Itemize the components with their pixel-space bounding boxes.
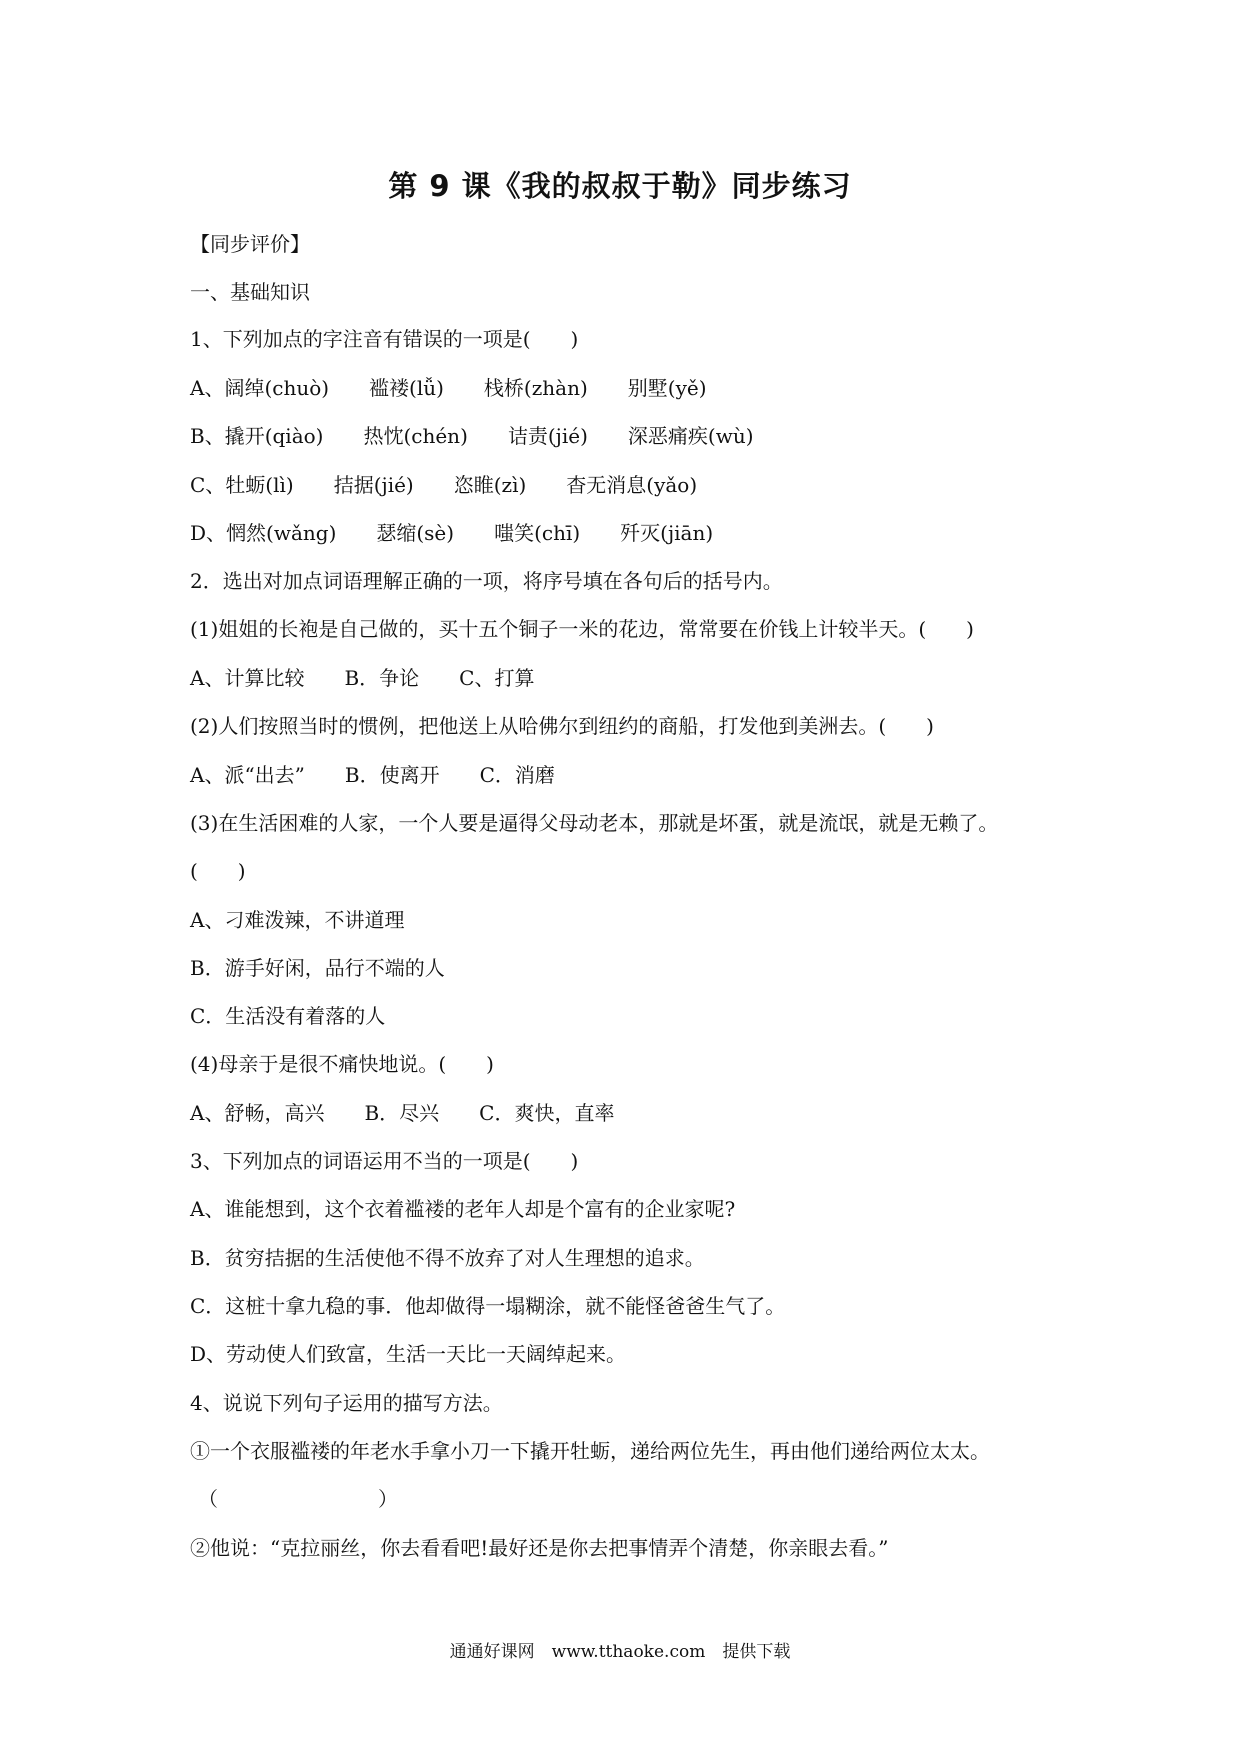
- question-4: 4、说说下列句子运用的描写方法。: [190, 1391, 503, 1415]
- option-3b: B．贫穷拮据的生活使他不得不放弃了对人生理想的追求。: [190, 1246, 705, 1270]
- part-heading: 一、基础知识: [190, 280, 310, 304]
- option-1d: D、惘然(wǎng) 瑟缩(sè) 嗤笑(chī) 歼灭(jiān): [190, 521, 714, 545]
- answer-blank-4-1: （ ）: [198, 1487, 398, 1511]
- question-3: 3、下列加点的词语运用不当的一项是( ): [190, 1149, 579, 1173]
- option-3a: A、谁能想到，这个衣着褴褛的老年人却是个富有的企业家呢?: [190, 1197, 736, 1221]
- options-2-1: A、计算比较 B．争论 C、打算: [190, 666, 535, 690]
- option-1a: A、阔绰(chuò) 褴褛(lǚ) 栈桥(zhàn) 别墅(yě): [190, 376, 707, 400]
- question-2-3: (3)在生活困难的人家，一个人要是逼得父母动老本，那就是坏蛋，就是流氓，就是无赖了。: [190, 811, 999, 835]
- question-2-2: (2)人们按照当时的惯例，把他送上从哈佛尔到纽约的商船，打发他到美洲去。( ): [190, 714, 934, 738]
- option-1c: C、牡蛎(lì) 拮据(jié) 恣睢(zì) 杳无消息(yǎo): [190, 473, 698, 497]
- section-heading: 【同步评价】: [190, 232, 310, 256]
- option-3c: C．这桩十拿九稳的事．他却做得一塌糊涂，就不能怪爸爸生气了。: [190, 1294, 786, 1318]
- answer-blank-2-3: ( ): [190, 859, 246, 883]
- question-1: 1、下列加点的字注音有错误的一项是( ): [190, 327, 579, 351]
- question-2-1: (1)姐姐的长袍是自己做的，买十五个铜子一米的花边，常常要在价钱上计较半天。( ): [190, 617, 974, 641]
- option-1b: B、撬开(qiào) 热忱(chén) 诘责(jié) 深恶痛疾(wù): [190, 424, 754, 448]
- option-2-3a: A、刁难泼辣，不讲道理: [190, 908, 405, 932]
- option-2-3c: C．生活没有着落的人: [190, 1004, 386, 1028]
- options-2-2: A、派“出去” B．使离开 C．消磨: [190, 763, 555, 787]
- question-4-2: ②他说：“克拉丽丝，你去看看吧!最好还是你去把事情弄个清楚，你亲眼去看。”: [190, 1536, 889, 1560]
- options-2-4: A、舒畅，高兴 B．尽兴 C．爽快，直率: [190, 1101, 615, 1125]
- option-3d: D、劳动使人们致富，生活一天比一天阔绰起来。: [190, 1342, 627, 1366]
- question-2-4: (4)母亲于是很不痛快地说。( ): [190, 1052, 494, 1076]
- question-2: 2．选出对加点词语理解正确的一项，将序号填在各句后的括号内。: [190, 569, 783, 593]
- page-title: 第 9 课《我的叔叔于勒》同步练习: [388, 169, 852, 203]
- option-2-3b: B．游手好闲，品行不端的人: [190, 956, 445, 980]
- question-4-1: ①一个衣服褴褛的年老水手拿小刀一下撬开牡蛎，递给两位先生，再由他们递给两位太太。: [190, 1439, 990, 1463]
- footer-credit: 通通好课网 www.tthaoke.com 提供下载: [449, 1642, 791, 1662]
